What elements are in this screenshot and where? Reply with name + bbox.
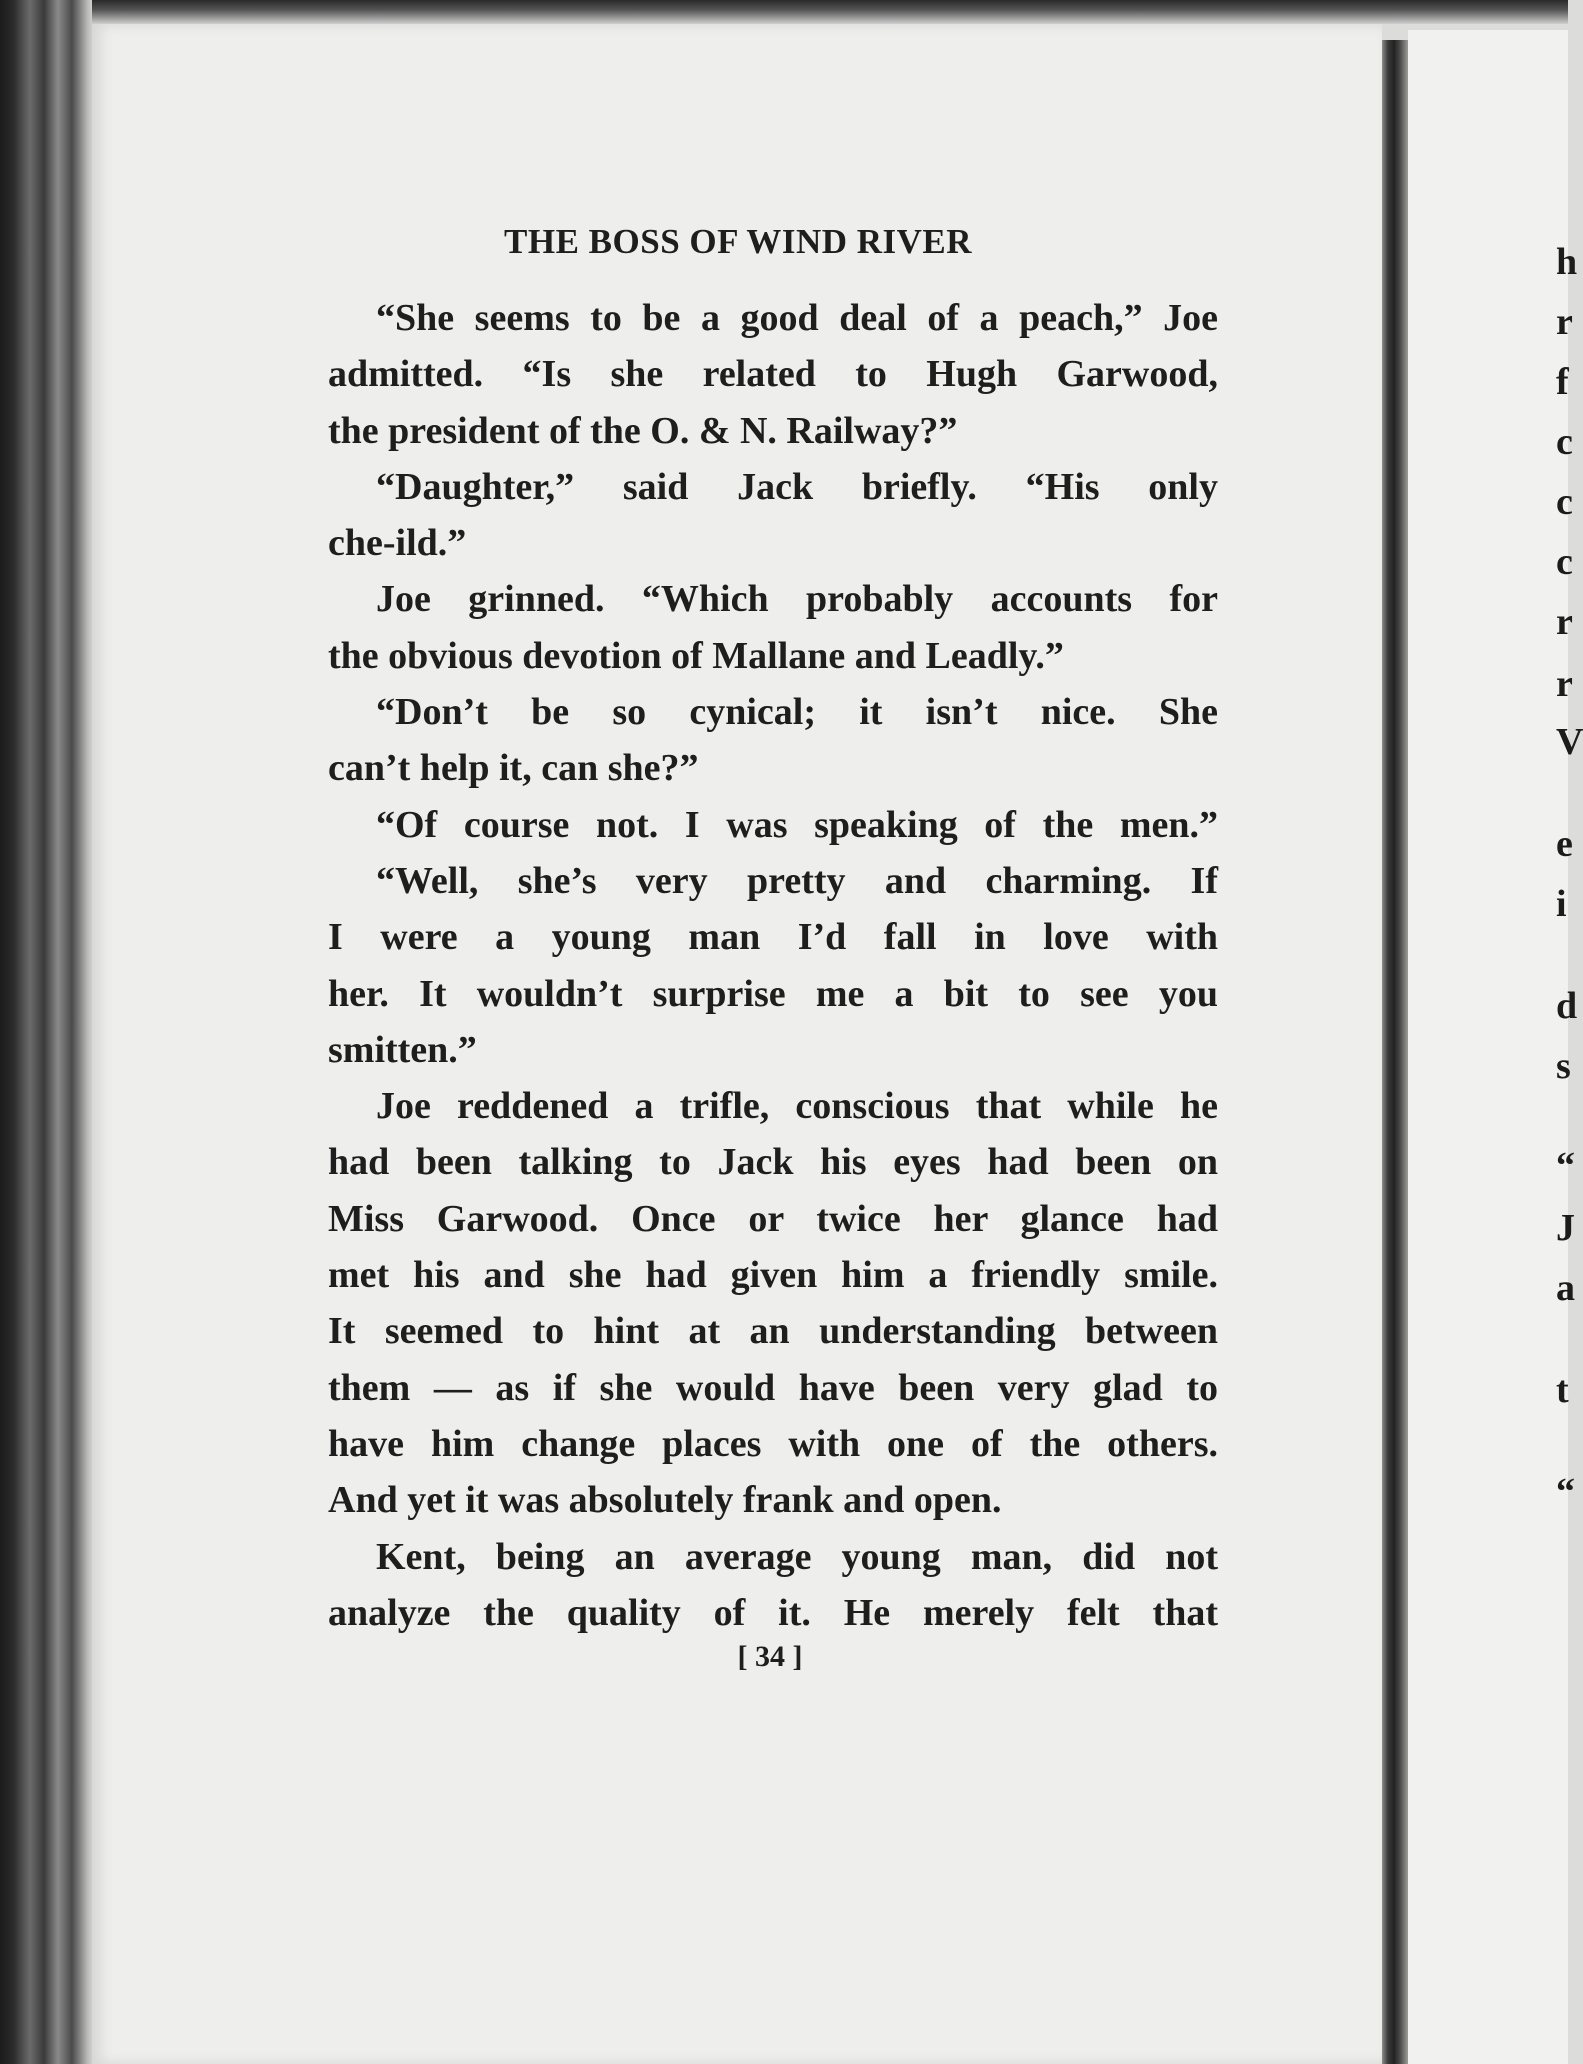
- page-number: [ 34 ]: [737, 1640, 803, 1673]
- facing-page-letter: h: [1556, 241, 1578, 283]
- text-line: Kent, being an average young man, did not: [376, 1535, 1218, 1578]
- facing-page-letter: e: [1556, 823, 1573, 865]
- text-line: her. It wouldn’t surprise me a bit to see you: [328, 972, 1218, 1015]
- facing-page-letter: f: [1556, 361, 1569, 403]
- text-line: analyze the quality of it. He merely felt that: [328, 1591, 1218, 1634]
- text-line: them — as if she would have been very glad to: [328, 1366, 1218, 1409]
- text-line: che-ild.”: [328, 522, 467, 565]
- text-line: Joe reddened a trifle, conscious that while he: [376, 1085, 1218, 1128]
- facing-page-letter: J: [1556, 1207, 1575, 1249]
- text-line: smitten.”: [328, 1028, 477, 1071]
- facing-page-letter: V: [1556, 721, 1583, 763]
- facing-page-letter: t: [1556, 1369, 1569, 1411]
- text-line: the obvious devotion of Mallane and Leadly.”: [328, 634, 1064, 677]
- text-line: admitted. “Is she related to Hugh Garwood,: [328, 353, 1218, 396]
- text-line: can’t help it, can she?”: [328, 747, 699, 790]
- text-line: “Daughter,” said Jack briefly. “His only: [376, 465, 1218, 508]
- facing-page-letter: r: [1556, 663, 1573, 705]
- body-text: [328, 290, 1218, 1641]
- facing-page-letter: r: [1556, 601, 1573, 643]
- facing-page-letter: a: [1556, 1267, 1575, 1309]
- facing-page: [1408, 30, 1583, 2064]
- facing-page-letter: c: [1556, 421, 1573, 463]
- text-line: the president of the O. & N. Railway?”: [328, 409, 958, 452]
- text-line: had been talking to Jack his eyes had been on: [328, 1141, 1218, 1184]
- text-line: It seemed to hint at an understanding between: [328, 1310, 1218, 1353]
- text-line: “Well, she’s very pretty and charming. If: [376, 859, 1218, 902]
- text-line: “She seems to be a good deal of a peach,” Joe: [376, 297, 1218, 339]
- facing-page-letter: “: [1556, 1145, 1575, 1187]
- text-line: And yet it was absolutely frank and open.: [328, 1479, 1002, 1522]
- running-head: THE BOSS OF WIND RIVER: [504, 222, 973, 261]
- text-line: “Don’t be so cynical; it isn’t nice. She: [376, 691, 1218, 734]
- book-top-edge: [0, 0, 1568, 24]
- text-line: I were a young man I’d fall in love with: [328, 916, 1218, 959]
- facing-page-letter: c: [1556, 541, 1573, 583]
- facing-page-letter: i: [1556, 883, 1567, 925]
- text-line: “Of course not. I was speaking of the men.”: [376, 803, 1218, 846]
- text-line: Miss Garwood. Once or twice her glance had: [328, 1197, 1218, 1240]
- text-line: Joe grinned. “Which probably accounts for: [376, 578, 1218, 621]
- facing-page-letter: r: [1556, 301, 1573, 343]
- text-line: have him change places with one of the others.: [328, 1422, 1218, 1465]
- facing-page-letter: c: [1556, 481, 1573, 523]
- facing-page-letter: “: [1556, 1471, 1575, 1513]
- text-line: met his and she had given him a friendly smile.: [328, 1254, 1218, 1297]
- book-page-edges: [0, 0, 92, 2064]
- page-gutter: [1382, 40, 1408, 2064]
- facing-page-letter: s: [1556, 1045, 1571, 1087]
- facing-page-letter: d: [1556, 985, 1578, 1027]
